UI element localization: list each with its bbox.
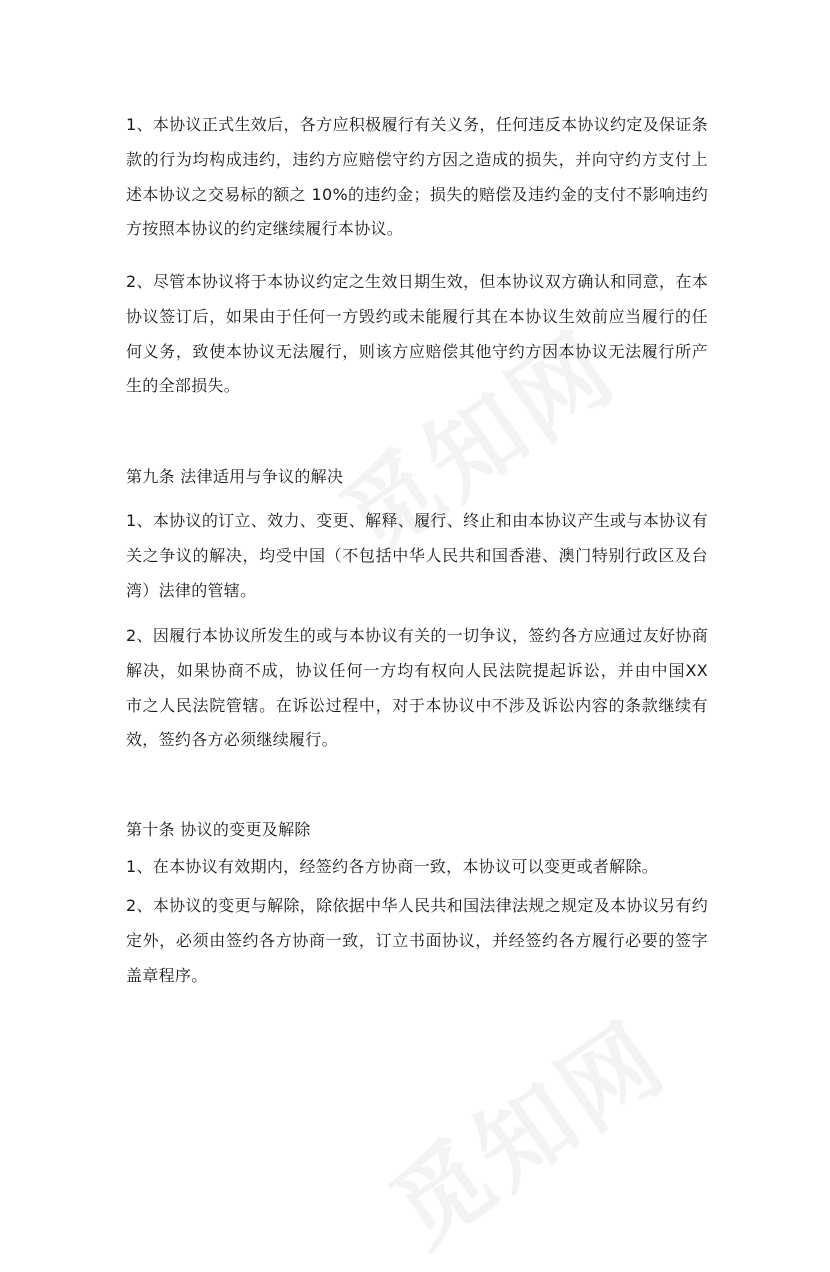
article-10-paragraph-1: 1、在本协议有效期内，经签约各方协商一致，本协议可以变更或者解除。 [126,857,659,876]
watermark-bottom [360,984,689,1272]
article-10-paragraph-2: 2、本协议的变更与解除，除依据中华人民共和国法律法规之规定及本协议另有约定外，必须由签约各方协商一致，订立书面协议，并经签约各方履行必要的签字盖章程序。 [126,896,708,985]
article-10-heading: 第十条 协议的变更及解除 [126,820,311,839]
breach-clause-paragraph-1: 1、本协议正式生效后，各方应积极履行有关义务，任何违反本协议约定及保证条款的行为均构成违约，违约方应赔偿守约方因之造成的损失，并向守约方支付上述本协议之交易标的额之 10%的违约金；损失的赔偿及违约金的支付不影响违约方按照本协议的约定继续履行本协议。 [126,115,708,239]
article-9-paragraph-2: 2、因履行本协议所发生的或与本协议有关的一切争议，签约各方应通过友好协商解决，如果协商不成，协议任何一方均有权向人民法院提起诉讼，并由中国XX 市之人民法院管辖。在诉讼过程中，对于本协议中不涉及诉讼内容的条款继续有效，签约各方必须继续履行。 [126,626,708,750]
breach-clause-paragraph-2: 2、尽管本协议将于本协议约定之生效日期生效，但本协议双方确认和同意，在本协议签订后，如果由于任何一方毁约或未能履行其在本协议生效前应当履行的任何义务，致使本协议无法履行，则该方应赔偿其他守约方因本协议无法履行所产生的全部损失。 [126,272,708,396]
article-9-paragraph-1: 1、本协议的订立、效力、变更、解释、履行、终止和由本协议产生或与本协议有关之争议的解决，均受中国（不包括中华人民共和国香港、澳门特别行政区及台湾）法律的管辖。 [126,511,708,600]
article-9-heading: 第九条 法律适用与争议的解决 [126,467,344,486]
